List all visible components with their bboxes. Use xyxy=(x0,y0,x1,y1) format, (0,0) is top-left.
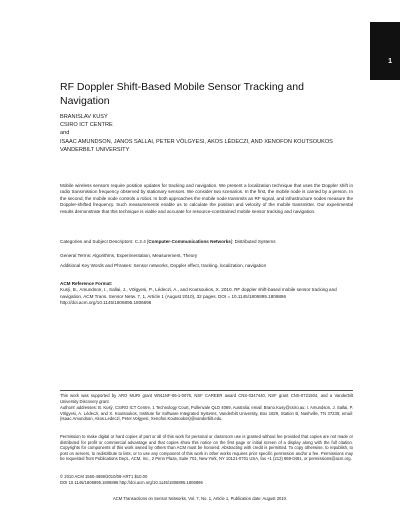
author-name: BRANISLAV KUSÝ xyxy=(60,114,108,120)
author-block xyxy=(60,113,350,154)
acm-reference-text: Kusý, B., Amundson, I., Sallai, J., Völgyesi, P., Lédeczi, A., and Koutsoukos, X. 2010. RF doppler shift-based mobile sensor tracking and navigation. ACM Trans. Sensor Netw. 7, 1, Article 1 (August 2010), 32 pages. DOI = 10.1145/1806895.1806896 http://doi.acm.org/10.1145/1806895.1806896 xyxy=(60,287,337,306)
acm-reference-label: ACM Reference Format: xyxy=(60,281,113,286)
page-tab xyxy=(370,22,400,80)
author-conjunction: and xyxy=(60,130,70,137)
addresses-footnote: Authors' addresses: B. Kusý, CSIRO ICT Centre, 1 Technology Court, Pullenvale QLD 4069, Australia; email: Brano.Kusy@csiro.au; I. Amundson, J. Sallai, P. Völgyesi, A. Lédeczi, and X. Koutsoukos, Institute for Software Integrated Systems, Vanderbilt University, Box 1829, Station B, Nashville, TN 37235; email: {Isaac.Amundson, Akos.Ledeczi, Peter.Volgyesi, Xenofon.Koutsoukos}@vanderbilt.edu. xyxy=(60,405,353,422)
page-number: 1 xyxy=(388,58,392,65)
doi-line: DOI 10.1145/1806895.1806896 http://doi.acm.org/10.1145/1806895.1806896 xyxy=(60,480,203,485)
permission-notice: Permission to make digital or hard copies of part or all of this work for personal or classroom use is granted without fee provided that copies are not made or distributed for profit or commercial advantage and that copies show this notice on the first page or initial screen of a display along with the full citation. Copyrights for components of this work owned by others than ACM must be honored. Abstracting with credit is permitted. To copy otherwise, to republish, to post on servers, to redistribute to lists, or to use any component of this work in other works requires prior specific permission and/or a fee. Permissions may be requested from Publications Dept., ACM, Inc., 2 Penn Plaza, Suite 701, New York, NY 10121-0701 USA, fax +1 (212) 869-0481, or permissions@acm.org. xyxy=(60,434,353,462)
general-terms: General Terms: Algorithms, Experimentation, Measurement, Theory xyxy=(60,253,198,258)
author-names: ISAAC AMUNDSON, JANOS SALLAI, PETER VÖLGYESI, AKOS LÉDECZI, AND XENOFON KOUTSOUKOS xyxy=(60,138,333,145)
funding-footnote: This work was supported by ARO MURI grant W911NF-06-1-0076, NSF CAREER award CNS-0347440, NSF grant CNS-0721604, and a Vanderbilt University Discovery grant. xyxy=(60,393,353,404)
affiliation: VANDERBILT UNIVERSITY xyxy=(60,146,130,153)
keywords: Additional Key Words and Phrases: Sensor networks, Doppler effect, tracking, localization, navigation xyxy=(60,263,267,268)
copyright-line: © 2010 ACM 1550-4859/2010/08-ART1 $10.00 xyxy=(60,474,148,479)
acm-reference xyxy=(60,281,353,307)
categories: Categories and Subject Descriptors: C.2.4 [Computer-Communications Networks]: Distributed Systems xyxy=(60,239,276,244)
affiliation: CSIRO ICT CENTRE xyxy=(60,122,113,129)
running-footer: ACM Transactions on Sensor Networks, Vol. 7, No. 1, Article 1, Publication date: August 2010. xyxy=(112,496,288,501)
paper-title: RF Doppler Shift-Based Mobile Sensor Tracking and Navigation xyxy=(60,81,304,107)
footnote-divider xyxy=(60,390,353,391)
abstract: Mobile wireless sensors require position updates for tracking and navigation. We present a localization technique that uses the Doppler shift in radio transmission frequency observed by stationary sensors. We consider two scenarios. In the first, the mobile node is carried by a person. In the second, the mobile node controls a robot. In both approaches the mobile node transmits an RF signal, and infrastructure nodes measure the Doppler-shifted frequency. Such measurements enable us to calculate the position and velocity of the mobile transmitter. Our experimental results demonstrate that this technique is viable and accurate for resource-constrained mobile sensor tracking and navigation. xyxy=(60,183,353,214)
